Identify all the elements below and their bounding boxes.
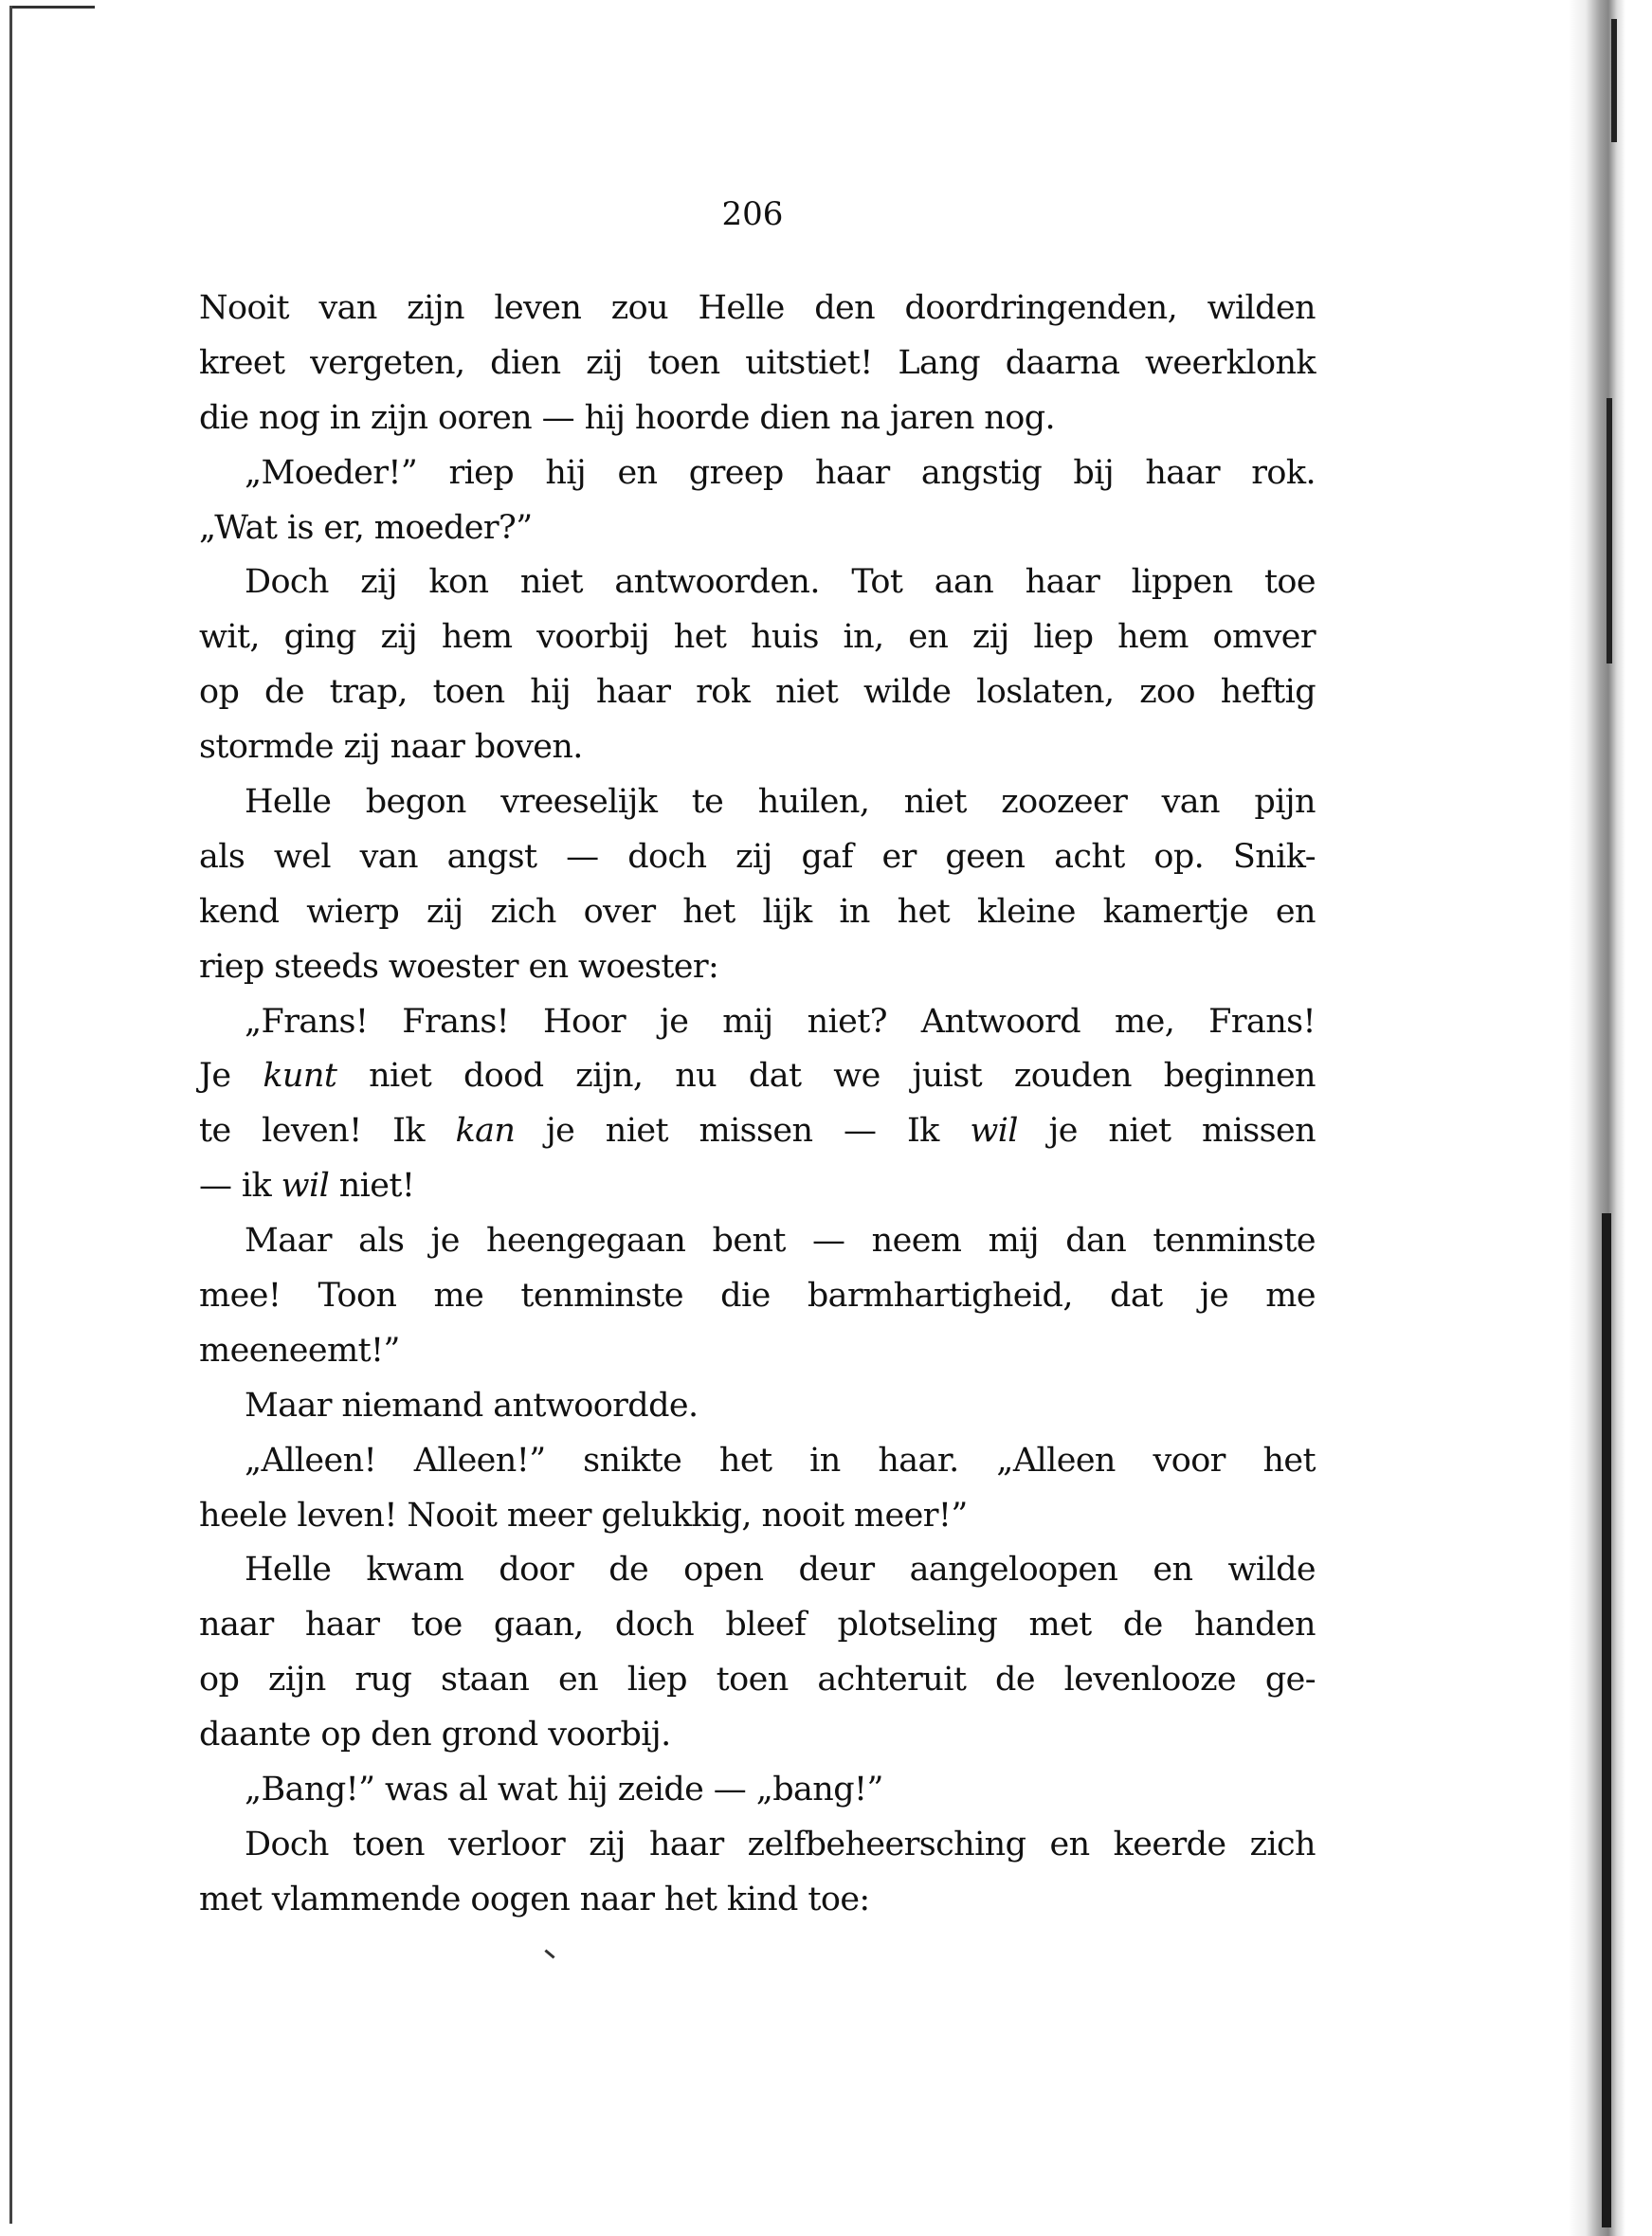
- text-segment: — ik: [199, 1167, 281, 1206]
- text-segment: wit, ging zij hem voorbij het huis in, en zij liep hem omver: [199, 618, 1316, 657]
- text-segment: „Wat is er, moeder?”: [199, 508, 533, 547]
- text-line: [199, 1214, 1316, 1269]
- text-line: [199, 336, 1316, 391]
- text-line: [199, 665, 1316, 720]
- text-line: [199, 775, 1316, 830]
- text-segment: heele leven! Nooit meer gelukkig, nooit meer!”: [199, 1496, 968, 1535]
- text-segment: Doch toen verloor zij haar zelfbeheersching en keerde zich: [245, 1825, 1316, 1863]
- page-edge-mark: [1611, 19, 1617, 142]
- text-segment: Nooit van zijn leven zou Helle den doordringenden, wilden: [199, 289, 1316, 327]
- text-segment: Helle begon vreeselijk te huilen, niet zoozeer van pijn: [245, 783, 1316, 822]
- text-line: [199, 1269, 1316, 1324]
- ink-speck: [544, 1949, 554, 1958]
- text-segment: kreet vergeten, dien zij toen uitstiet! Lang daarna weerklonk: [199, 343, 1316, 382]
- text-line: [199, 995, 1316, 1050]
- text-line: [199, 282, 1316, 336]
- text-line: [199, 885, 1316, 940]
- text-segment: niet!: [329, 1167, 415, 1206]
- text-segment: meeneemt!”: [199, 1331, 400, 1370]
- text-line: [199, 1379, 1316, 1434]
- text-segment: Maar niemand antwoordde.: [245, 1386, 699, 1425]
- text-segment: „Alleen! Alleen!” snikte het in haar. „Alleen voor het: [245, 1441, 1316, 1480]
- text-segment: daante op den grond voorbij.: [199, 1716, 671, 1754]
- text-line: [199, 1434, 1316, 1489]
- text-segment: je niet missen — Ik: [515, 1112, 971, 1151]
- text-line: [199, 1818, 1316, 1873]
- text-line: [199, 610, 1316, 665]
- page-number: 206: [721, 195, 784, 233]
- text-segment: op de trap, toen hij haar rok niet wilde loslaten, zoo heftig: [199, 673, 1316, 712]
- page-edge-shadow: [1569, 0, 1625, 2236]
- text-segment: naar haar toe gaan, doch bleef plotseling met de handen: [199, 1606, 1316, 1645]
- text-line: [199, 1708, 1316, 1763]
- text-segment: „Moeder!” riep hij en greep haar angstig bij haar rok.: [245, 453, 1316, 492]
- page-edge-mark: [1602, 1213, 1611, 2227]
- text-line: [199, 391, 1316, 446]
- text-line: [199, 1159, 1316, 1214]
- scan-border-top: [9, 6, 95, 9]
- text-segment: je niet missen: [1017, 1112, 1316, 1151]
- text-segment: die nog in zijn ooren — hij hoorde dien na jaren nog.: [199, 398, 1056, 437]
- page-edge-mark: [1607, 398, 1612, 664]
- text-line: [199, 555, 1316, 610]
- text-line: [199, 1873, 1316, 1928]
- text-segment: kend wierp zij zich over het lijk in het kleine kamertje en: [199, 892, 1316, 931]
- italic-emphasis: wil: [970, 1112, 1018, 1151]
- text-line: [199, 1049, 1316, 1104]
- text-segment: Maar als je heengegaan bent — neem mij dan tenminste: [245, 1222, 1316, 1261]
- scan-border-left: [9, 6, 12, 2224]
- text-line: [199, 1324, 1316, 1379]
- text-line: [199, 1543, 1316, 1598]
- text-line: [199, 830, 1316, 885]
- text-line: [199, 1489, 1316, 1544]
- italic-emphasis: kan: [455, 1112, 516, 1151]
- text-segment: niet dood zijn, nu dat we juist zouden beginnen: [336, 1057, 1316, 1096]
- text-line: [199, 940, 1316, 995]
- text-segment: Je: [199, 1057, 263, 1096]
- text-line: [199, 1104, 1316, 1159]
- text-segment: als wel van angst — doch zij gaf er geen acht op. Snik-: [199, 837, 1316, 876]
- text-line: [199, 1598, 1316, 1653]
- text-segment: op zijn rug staan en liep toen achteruit de levenlooze ge-: [199, 1661, 1316, 1700]
- text-segment: stormde zij naar boven.: [199, 728, 583, 767]
- text-segment: met vlammende oogen naar het kind toe:: [199, 1880, 870, 1918]
- text-line: [199, 501, 1316, 556]
- text-segment: „Frans! Frans! Hoor je mij niet? Antwoord me, Frans!: [245, 1002, 1316, 1041]
- text-line: [199, 1653, 1316, 1708]
- text-line: [199, 446, 1316, 501]
- text-segment: mee! Toon me tenminste die barmhartigheid, dat je me: [199, 1277, 1316, 1316]
- italic-emphasis: kunt: [263, 1057, 337, 1096]
- text-segment: „Bang!” was al wat hij zeide — „bang!”: [245, 1771, 883, 1809]
- text-segment: riep steeds woester en woester:: [199, 947, 719, 986]
- text-line: [199, 720, 1316, 775]
- italic-emphasis: wil: [281, 1167, 330, 1206]
- text-segment: te leven! Ik: [199, 1112, 456, 1151]
- text-segment: Doch zij kon niet antwoorden. Tot aan haar lippen toe: [245, 563, 1316, 602]
- text-line: [199, 1763, 1316, 1818]
- body-text: [199, 282, 1316, 1928]
- text-segment: Helle kwam door de open deur aangeloopen en wilde: [245, 1551, 1316, 1590]
